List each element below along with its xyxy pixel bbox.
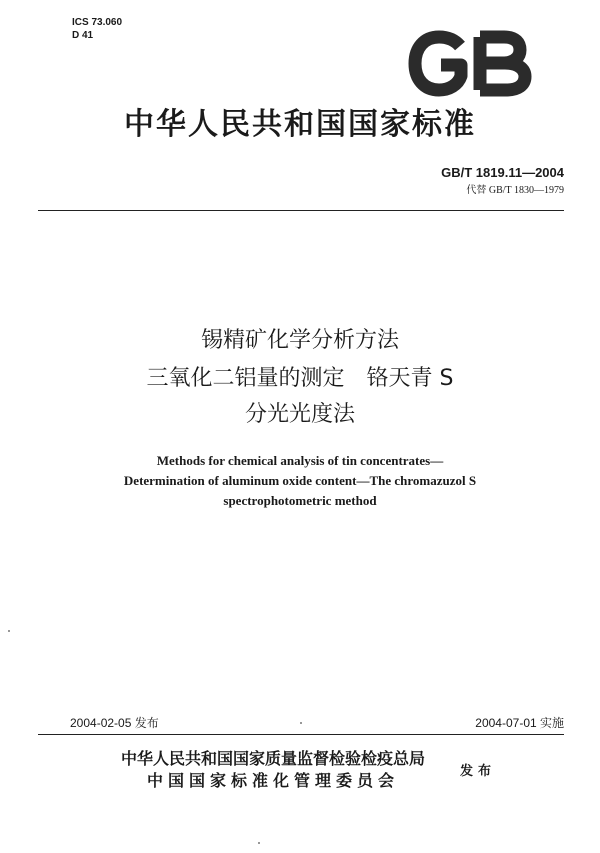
national-standard-title: 中华人民共和国国家标准: [124, 107, 476, 142]
standard-number: GB/T 1819.11—2004: [441, 165, 564, 180]
publish-label: 发布: [460, 764, 497, 779]
scan-speck: [258, 842, 260, 844]
replaces-standard: 代替 GB/T 1830—1979: [466, 185, 564, 196]
issue-date: 2004-02-05 发布: [70, 716, 159, 730]
cn-title-line-1: 锡精矿化学分析方法: [200, 328, 399, 353]
gb-logo-mark: [408, 30, 532, 97]
issuer-org-2: 中国国家标准化管理委员会: [146, 771, 399, 790]
classification-code: D 41: [72, 30, 94, 41]
en-title-line-3: spectrophotometric method: [223, 493, 377, 508]
implementation-date: 2004-07-01 实施: [475, 716, 564, 730]
cn-title-line-3: 分光光度法: [244, 402, 355, 427]
en-title-line-2: Determination of aluminum oxide content—The chromazuzol S: [123, 473, 477, 488]
issuer-org-1: 中华人民共和国国家质量监督检验检疫总局: [120, 749, 425, 768]
en-title-line-1: Methods for chemical analysis of tin concentrates—: [156, 453, 444, 468]
footer-divider: [38, 734, 564, 735]
gb-logo: [408, 30, 532, 97]
scan-speck: [8, 630, 10, 632]
ics-code: ICS 73.060: [72, 17, 123, 28]
scan-speck: [300, 722, 302, 724]
cn-title-line-2: 三氧化二铝量的测定 铬天青 S: [146, 366, 454, 391]
header-divider: [38, 210, 564, 211]
